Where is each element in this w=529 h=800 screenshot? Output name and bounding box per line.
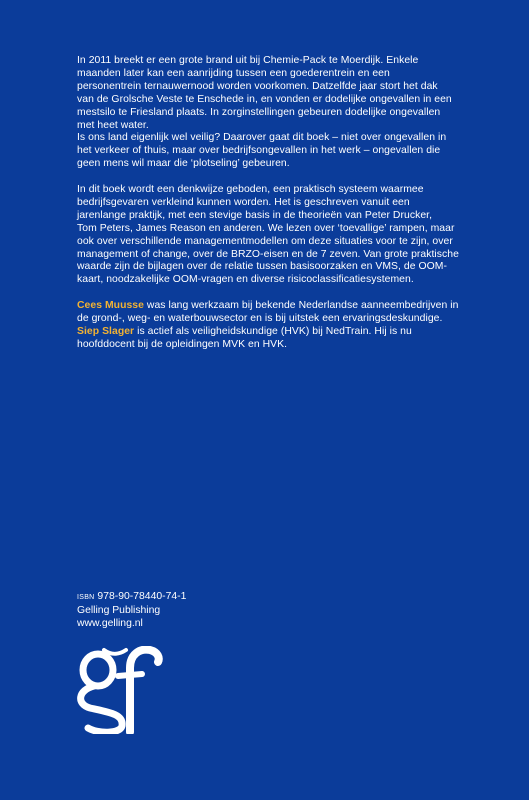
publisher-website: www.gelling.nl: [77, 618, 143, 629]
blurb-line: kaart, noodzakelijke OOM-vragen en diverse risicoclassificatiesystemen.: [77, 274, 414, 286]
blurb-paragraph-2: [77, 184, 477, 287]
author-bio-line: is actief als veiligheidskundige (HVK) bij NedTrain. Hij is nu: [134, 326, 412, 337]
blurb-line: met heet water.: [77, 119, 149, 131]
blurb-line: management of change, over de BRZO-eisen en de 7 zeven. Van grote praktische: [77, 248, 459, 260]
blurb-line: maanden later kan een aanrijding tussen een goederentrein en een: [77, 67, 390, 79]
isbn-value: 978-90-78440-74-1: [94, 591, 187, 602]
publisher-info: [77, 590, 186, 630]
paragraph-gap: [77, 287, 477, 300]
isbn-label: ISBN: [77, 594, 95, 601]
publisher-name: Gelling Publishing: [77, 605, 161, 616]
author-bio-line: hoofddocent bij de opleidingen MVK en HVK.: [77, 338, 288, 350]
blurb-line: personentrein ternauwernood worden voorkomen. Datzelfde jaar stort het dak: [77, 80, 438, 92]
blurb-line: jarenlange praktijk, met een stevige basis in de theorieën van Peter Drucker,: [77, 209, 433, 221]
blurb-line: In dit boek wordt een denkwijze geboden, een praktisch systeem waarmee: [77, 184, 424, 196]
isbn: [77, 590, 186, 604]
blurb-line: bedrijfsgevaren verkleind kunnen worden. Het is geschreven vanuit een: [77, 196, 410, 208]
cover-blurb: [77, 55, 477, 352]
blurb-line: geen mens wil maar die ‘plotseling’ gebeuren.: [77, 158, 290, 170]
author-bio-line: was lang werkzaam bij bekende Nederlandse aanneembedrijven in: [143, 300, 459, 312]
blurb-line: mestsilo te Friesland plaats. In zorginstellingen gebeuren dodelijke ongevallen: [77, 106, 441, 118]
paragraph-gap: [77, 171, 477, 184]
author-name-siep: Siep Slager: [77, 326, 135, 337]
blurb-line: ook over verschillende managementmodellen om deze situaties voor te zijn, over: [77, 235, 453, 247]
blurb-line: van de Grolsche Veste te Enschede in, en vonden er dodelijke ongevallen in een: [77, 93, 452, 105]
blurb-line: waarde zijn de bijlagen over de relatie tussen basisoorzaken en VMS, de OOM-: [77, 261, 447, 273]
blurb-line: Tom Peters, James Reason en anderen. We lezen over ‘toevallige’ rampen, maar: [77, 222, 455, 234]
gelling-gf-logo-icon: [74, 646, 168, 734]
author-bio-line: de grond-, weg- en waterbouwsector en is bij uitstek een ervaringsdeskundige.: [77, 313, 443, 325]
blurb-line: In 2011 breekt er een grote brand uit bij Chemie-Pack te Moerdijk. Enkele: [77, 55, 419, 66]
blurb-paragraph-1: [77, 55, 477, 171]
author-name-cees: Cees Muusse: [77, 300, 144, 312]
author-bios: [77, 300, 477, 352]
blurb-line: het verkeer of thuis, maar over bedrijfsongevallen in het werk – ongevallen die: [77, 145, 441, 157]
blurb-line: Is ons land eigenlijk wel veilig? Daarover gaat dit boek – niet over ongevallen in: [77, 132, 447, 144]
